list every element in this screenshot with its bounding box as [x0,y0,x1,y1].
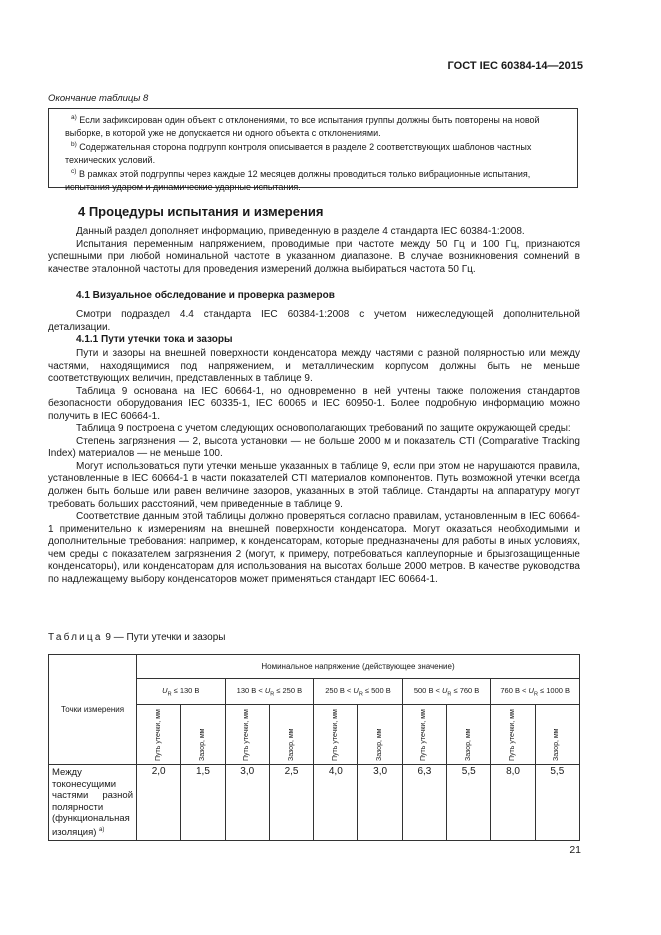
section-4-1-body [48,309,580,334]
value-cell: 4,0 [314,765,358,841]
value-cell: 8,0 [491,765,535,841]
value-cell: 2,0 [137,765,181,841]
value-cell: 3,0 [225,765,269,841]
table-continuation-caption: Окончание таблицы 8 [48,93,149,104]
voltage-range-5: 760 $В < U_R \le 1000$ В [491,679,580,705]
creepage-header: Путь утечки, мм [314,705,358,765]
section-4-1-1-body [48,348,580,586]
voltage-range-3: 250 $В < U_R \le 500$ В [314,679,403,705]
table-row [49,765,580,841]
value-cell: 3,0 [358,765,402,841]
paragraph: Могут использоваться пути утечки меньше указанных в таблице 9, если при этом не нарушаются правила, установленные в IEC 60664-1 в части показателей CTI материалов компонентов. Путь возможной утечки всегда должен быть больше или равен величине зазоров, указанных в этой таблице. Стандарты на аппаратуру могут требовать больших расстояний, чем приведенные в таблице 9. [48,460,580,510]
paragraph: Смотри подраздел 4.4 стандарта IEC 60384-1:2008 с учетом нижеследующей дополнительной детализации. [48,309,580,333]
clearance-header: Зазор, мм [181,705,225,765]
value-cell: 1,5 [181,765,225,841]
section-4-1-title: 4.1 Визуальное обследование и проверка размеров [76,290,335,301]
creepage-header: Путь утечки, мм [137,705,181,765]
section-4-body [48,226,580,276]
row-header: Точки измерения [49,655,137,765]
paragraph: Пути и зазоры на внешней поверхности конденсатора между частями с разной полярностью или между частями, находящимися под напряжением, и металлическим корпусом должны быть не меньше соответствующих величин, представленных в таблице 9. [48,348,580,385]
voltage-range-2: 130 $В < U_R \le 250$ В [225,679,314,705]
clearance-header: Зазор, мм [358,705,402,765]
clearance-header: Зазор, мм [447,705,491,765]
paragraph: Соответствие данным этой таблицы должно проверяться согласно правилам, установленным в IEC 60664-1 применительно к измерениям на внешней поверхности конденсатора. Могут оказаться необходимыми и дополнительные требования: например, к конденсаторам, которые предназначены для работы в иных условиях, чем среды с показателем загрязнения 2 (могут, к примеру, потребоваться каплеупорные и брызгозащищенные конденсаторы), или конденсаторам для использования на высотах больше 2000 метров. В качестве руководства по надлежащему выбору конденсаторов может применяться стандарт IEC 60664-1. [48,511,580,585]
note-c: $^{c)}$ В рамках этой подгруппы через каждые 12 месяцев должны проводиться только вибрационные испытания, испытания ударом и динамические ударные испытания. [65,168,531,192]
clearance-header: Зазор, мм [535,705,579,765]
creepage-header: Путь утечки, мм [491,705,535,765]
value-cell: 5,5 [447,765,491,841]
section-4-title: 4 Процедуры испытания и измерения [78,204,324,219]
clearance-header: Зазор, мм [269,705,313,765]
paragraph: Испытания переменным напряжением, проводимые при частоте между 50 Гц и 100 Гц, признаются успешными при любой номинальной частоте в указанном диапазоне. В случае возникновения сомнений в качестве эталонной частоты для проведения измерений должна выбираться частота 50 Гц. [48,238,580,275]
creepage-header: Путь утечки, мм [402,705,446,765]
paragraph: Таблица 9 основана на IEC 60664-1, но одновременно в ней учтены также положения стандартов безопасности оборудования IEC 60335-1, IEC 60065 и IEC 60950-1. Более подробную информацию можно получить в IEC 60664-1. [48,385,580,422]
voltage-group-header: Номинальное напряжение (действующее значение) [137,655,580,679]
value-cell: 2,5 [269,765,313,841]
value-cell: 5,5 [535,765,579,841]
paragraph: Данный раздел дополняет информацию, приведенную в разделе 4 стандарта IEC 60384-1:2008. [76,226,525,237]
note-a: $^{a)}$ Если зафиксирован один объект с отклонениями, то все испытания группы должны быть повторены на новой выборке, в которой уже не допускается ни одного объекта с отклонениями. [65,114,540,138]
page-number: 21 [569,844,581,856]
section-4-1-1-title: 4.1.1 Пути утечки тока и зазоры [76,334,233,345]
creepage-header: Путь утечки, мм [225,705,269,765]
voltage-range-1: $U_R \le 130$ В [137,679,226,705]
table-9-caption: Таблица 9 — Пути утечки и зазоры [48,632,226,643]
value-cell: 6,3 [402,765,446,841]
paragraph: Таблица 9 построена с учетом следующих основополагающих требований по защите окружающей среды: [76,423,571,435]
voltage-range-4: 500 $В < U_R \le 760$ В [402,679,491,705]
table-9 [48,654,580,841]
paragraph: Степень загрязнения — 2, высота установки — не больше 2000 м и показатель CTI (Comparative Tracking Index) материалов — не меньше 100. [48,435,580,460]
document-code: ГОСТ IEC 60384-14—2015 [447,60,583,72]
measurement-point: Между токонесущими частями разной полярности (функциональная изоляция) $^{a)}$ [49,765,137,841]
note-b: $^{b)}$ Содержательная сторона подгрупп контроля описывается в разделе 2 соответствующих шаблонов частных технических условий. [65,141,532,165]
table8-notes [48,108,578,192]
